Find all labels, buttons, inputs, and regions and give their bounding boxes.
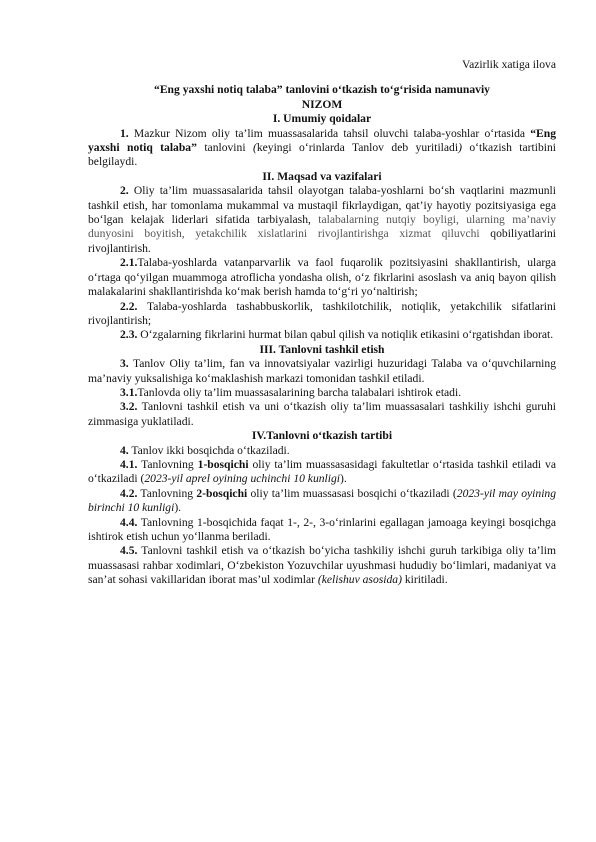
paragraph-number: 2.3. [120,328,138,342]
paragraph-number: 4.5. [120,544,138,558]
document-page [88,58,556,588]
paragraph-2-1: 2.1.Talaba-yoshlarda vatanparvarlik va faol fuqarolik pozitsiyasini shakllantirish, ularga o‘rtaga qo‘yilgan muammoga atroflicha yondasha olish, o‘z fikrlarini asoslash va aniq bayon qilish malakalarini shakllantirishda ko‘mak berish hamda to‘g‘ri yo‘naltirish; [88,256,556,299]
section-heading-2: II. Maqsad va vazifalari [262,169,382,183]
section-heading-4: IV.Tanlovni o‘tkazish tartibi [251,429,393,443]
paragraph-2: 2. Oliy ta’lim muassasalarida tahsil olayotgan talaba-yoshlarni bo‘sh vaqtlarini mazmunli tashkil etish, har tomonlama mukammal va mustaqil fikrlaydigan, qat’iy hayotiy pozitsiyasiga ega bo‘lgan kelajak liderlari sifatida tarbiyalash, talabalarning nutqiy boyligi, ularning ma’naviy dunyosini boyitish, yetakchilik xislatlarini rivojlantirishga xizmat qiluvchi qobiliyatlarini rivojlantirish. [88,184,556,255]
paragraph-3: 3. Tanlov Oliy ta’lim, fan va innovatsiyalar vazirligi huzuridagi Talaba va o‘quvchilarning ma’naviy yuksalishiga ko‘maklashish markazi tomonidan tashkil etiladi. [88,357,556,385]
paragraph-number: 4.4. [120,515,138,529]
paragraph-4-5: 4.5. Tanlovni tashkil etish va o‘tkazish bo‘yicha tashkiliy ishchi guruh tarkibiga oliy ta’lim muassasasi rahbar xodimlari, O‘zbekiston Yozuvchilar uyushmasi hududiy bo‘limlari, madaniyat va san’at sohasi vakillaridan iborat mas’ul xodimlar (kelishuv asosida) kiritiladi. [88,544,556,587]
paragraph-4-1: 4.1. Tanlovning 1-bosqichi oliy ta’lim muassasasidagi fakultetlar o‘rtasida tashkil etiladi va o‘tkaziladi (2023-yil aprel oyining uchinchi 10 kunligi). [88,457,556,486]
paragraph-number: 4.1. [120,457,138,471]
document-title-line-2: NIZOM [301,97,343,111]
document-title-line-1: “Eng yaxshi notiq talaba” tanlovini o‘tkazish to‘g‘risida namunaviy [154,83,490,97]
paragraph-number: 3.1. [120,385,138,399]
paragraph-3-1: 3.1.Tanlovda oliy ta’lim muassasalarining barcha talabalari ishtirok etadi. [120,385,462,399]
paragraph-number: 1. [120,126,129,140]
paragraph-number: 4.2. [120,486,138,500]
paragraph-number: 3. [120,357,129,371]
paragraph-number: 2.1. [120,256,138,270]
paragraph-number: 3.2. [120,400,138,414]
paragraph-4-2: 4.2. Tanlovning 2-bosqichi oliy ta’lim muassasasi bosqichi o‘tkaziladi (2023-yil may oyining birinchi 10 kunligi). [88,486,557,515]
paragraph-1: 1. Mazkur Nizom oliy ta’lim muassasalarida tahsil oluvchi talaba-yoshlar o‘rtasida “Eng yaxshi notiq talaba” tanlovini (keyingi o‘rinlarda Tanlov deb yuritiladi) o‘tkazish tartibini belgilaydi. [88,126,556,169]
section-heading-3: III. Tanlovni tashkil etish [259,342,385,356]
section-heading-1: I. Umumiy qoidalar [272,112,372,126]
paragraph-number: 2. [120,184,129,198]
paragraph-2-3: 2.3. O‘zgalarning fikrlarini hurmat bilan qabul qilish va notiqlik etikasini o‘rgatishdan iborat. [120,328,554,342]
paragraph-4-4: 4.4. Tanlovning 1-bosqichida faqat 1-, 2-, 3-o‘rinlarini egallagan jamoaga keyingi bosqichga ishtirok etish uchun yo‘llanma beriladi. [88,515,556,543]
paragraph-number: 4. [120,443,129,457]
paragraph-4: 4. Tanlov ikki bosqichda o‘tkaziladi. [120,443,290,457]
paragraph-number: 2.2. [120,299,138,313]
paragraph-3-2: 3.2. Tanlovni tashkil etish va uni o‘tkazish oliy ta’lim muassasalari tashkiliy ishchi guruhi zimmasiga yuklatiladi. [88,400,556,428]
annex-label: Vazirlik xatiga ilova [461,58,556,71]
paragraph-2-2: 2.2. Talaba-yoshlarda tashabbuskorlik, tashkilotchilik, notiqlik, yetakchilik sifatlarini rivojlantirish; [88,299,556,327]
